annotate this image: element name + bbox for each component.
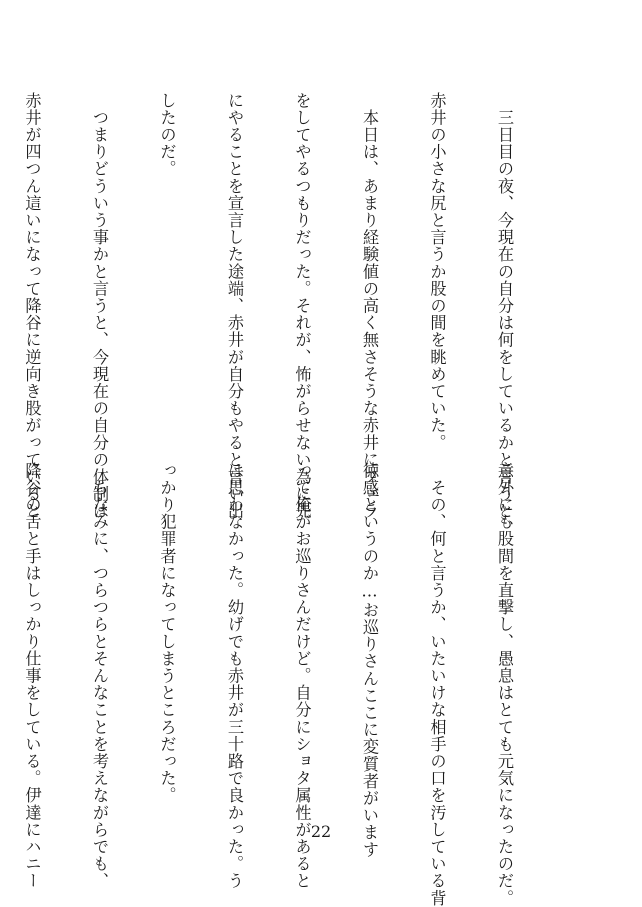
page-number: 22 [310,822,332,841]
text-line: その、何と言うか、いたいけな相手の口を汚している背 [427,462,447,907]
text-line: は思わなかった。幼げでも赤井が三十路で良かった。う [225,462,244,890]
text-line: 赤井の小さな尻と言うか股の間を眺めていた。 [427,92,447,452]
text-line: ちなみに、つらつらとそんなことを考えながらでも、 [90,462,109,890]
text-line: したのだ。 [157,92,177,178]
text-line: 本日は、あまり経験値の高く無さそうな赤井にフェラ [360,92,379,520]
text-line: 三日目の夜、今現在の自分は何をしているかと言うと、 [495,92,514,537]
text-line: 赤井が四つん這いになって降谷に逆向き股がっていると [22,92,42,520]
text-line: って俺がお巡りさんだけど。自分にショタ属性があると [292,462,312,890]
text-line: 徳感というのか…お巡りさんここに変質者がいます [360,462,379,859]
text-line: っかり犯罪者になってしまうところだった。 [157,462,177,804]
text-line: つまりどういう事かと言うと、今現在の自分の体制は [90,92,109,520]
text-line: にやることを宣言した途端、赤井が自分もやると言い出 [225,92,244,520]
text-line: 意外にも股間を直撃し、愚息はとても元気になったのだ。 [495,462,514,907]
text-line: をしてやるつもりだった。それが、怖がらせない為に先 [292,92,312,520]
text-line: 降谷の舌と手はしっかり仕事をしている。伊達にハニー [22,462,42,890]
upper-text-block [22,92,560,537]
